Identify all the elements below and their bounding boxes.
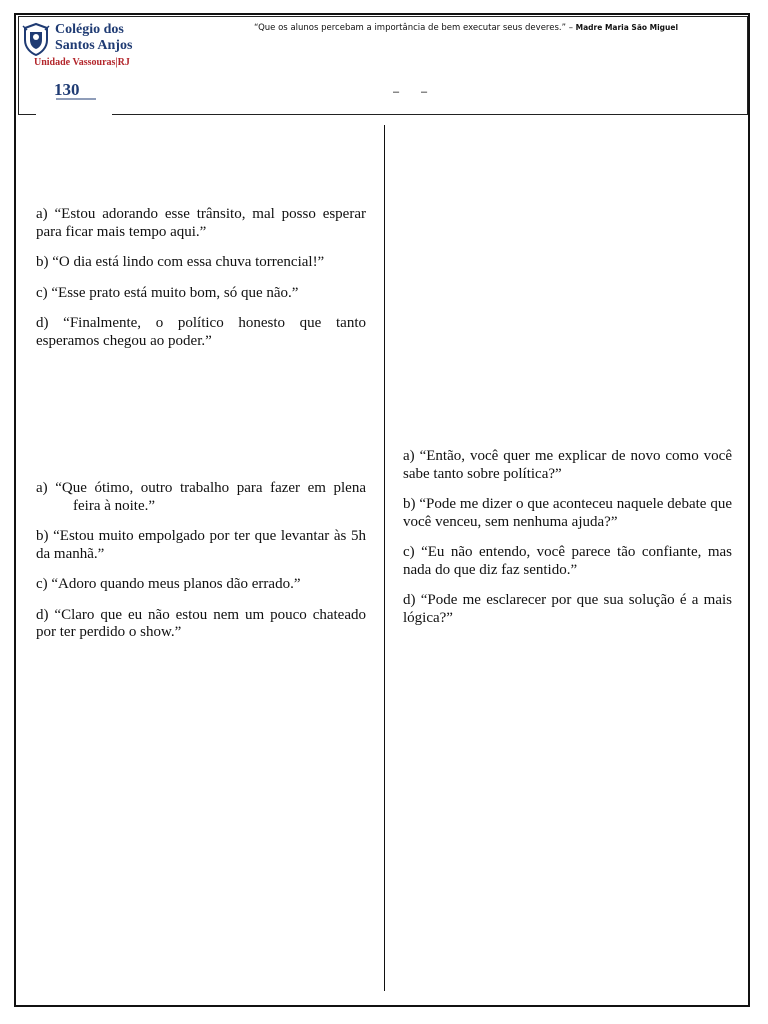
school-name-line1: Colégio dos <box>55 22 124 37</box>
school-name <box>55 22 132 54</box>
option-d: d) “Finalmente, o político honesto que tanto esperamos chegou ao poder.” <box>36 315 366 349</box>
anniversary-logo-icon <box>52 78 100 104</box>
option-b: b) “Pode me dizer o que aconteceu naquele debate que você venceu, sem nenhuma ajuda?” <box>403 496 732 530</box>
logo-underline <box>36 113 112 115</box>
option-a: a) “Então, você quer me explicar de novo como você sabe tanto sobre política?” <box>403 448 732 482</box>
option-c: c) “Esse prato está muito bom, só que não.” <box>36 284 299 301</box>
option-a: a) “Que ótimo, outro trabalho para fazer em plena feira à noite.” <box>36 480 366 514</box>
option-d: d) “Pode me esclarecer por que sua solução é a mais lógica?” <box>403 592 732 626</box>
option-b: b) “Estou muito empolgado por ter que levantar às 5h da manhã.” <box>36 528 366 562</box>
motto <box>254 23 678 33</box>
option-b: b) “O dia está lindo com essa chuva torrencial!” <box>36 254 325 270</box>
unit-name: Unidade Vassouras|RJ <box>34 57 130 68</box>
school-name-line2: Santos Anjos <box>55 38 133 53</box>
motto-author: Madre Maria São Miguel <box>575 23 679 32</box>
question-block-right-1 <box>403 448 732 640</box>
option-c: c) “Eu não entendo, você parece tão confiante, mas nada do que diz faz sentido.” <box>403 544 732 578</box>
header-dash-2: – <box>421 86 428 98</box>
header-dash-1: – <box>393 86 400 98</box>
option-c: c) “Adoro quando meus planos dão errado.” <box>36 576 301 592</box>
question-block-left-1 <box>36 206 366 363</box>
question-block-left-2 <box>36 480 366 655</box>
option-d: d) “Claro que eu não estou nem um pouco chateado por ter perdido o show.” <box>36 606 366 640</box>
school-crest-icon <box>22 22 50 56</box>
anniversary-mark: 130 <box>54 80 80 99</box>
motto-text: “Que os alunos percebam a importância de bem executar seus deveres.” – <box>254 23 573 33</box>
column-divider <box>384 125 385 991</box>
option-a: a) “Estou adorando esse trânsito, mal posso esperar para ficar mais tempo aqui.” <box>36 206 366 240</box>
